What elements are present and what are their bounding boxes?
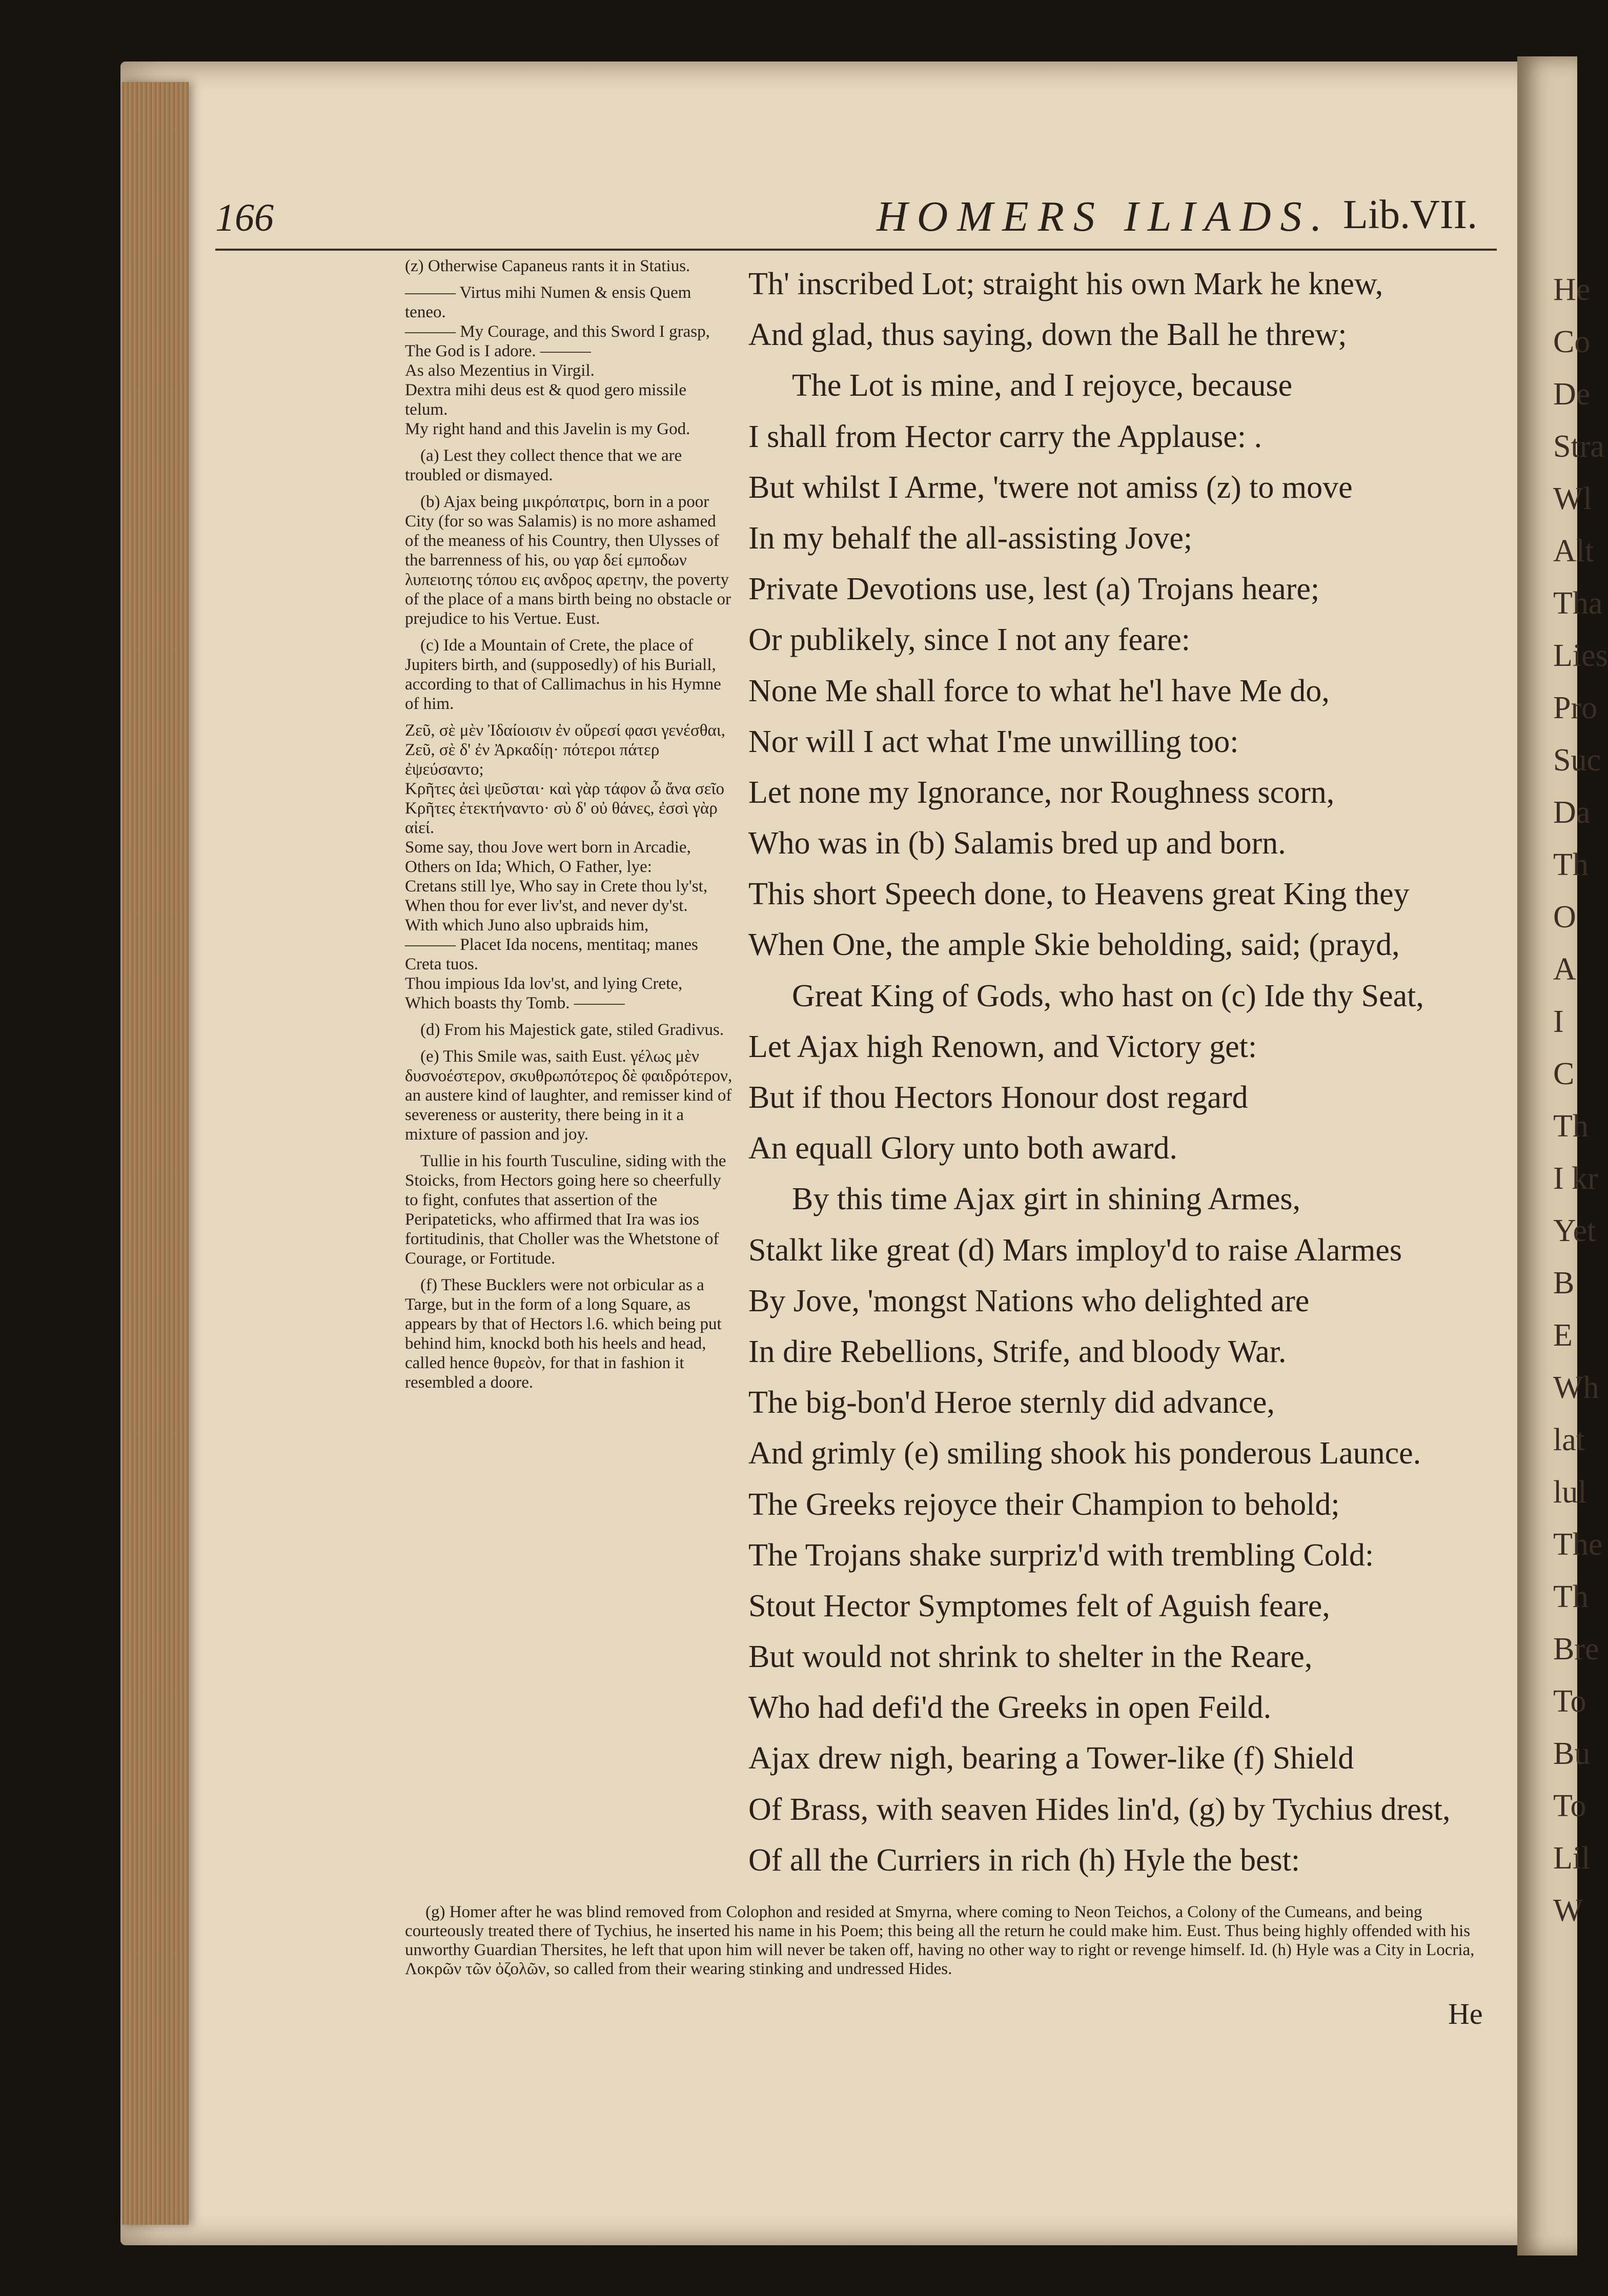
- opposite-page-fragment: Lies: [1553, 638, 1608, 673]
- opposite-page-fragment: I kr: [1553, 1161, 1598, 1196]
- opposite-page-fragment: The: [1553, 1527, 1603, 1562]
- verse-line: But whilst I Arme, 'twere not amiss (z) to move: [748, 470, 1353, 505]
- opposite-page-fragment: Th: [1553, 847, 1589, 882]
- gloss-note: Tullie in his fourth Tusculine, siding with the Stoicks, from Hectors going here so cheerfully to fight, confutes that assertion of the Peripateticks, who affirmed that Ira was ios fortitudinis, that Choller was the Whetstone of Courage, or Fortitude.: [405, 1152, 726, 1268]
- opposite-page-fragment: Stra: [1553, 429, 1604, 464]
- verse-line: When One, the ample Skie beholding, said; (prayd,: [748, 927, 1400, 963]
- verse-line: The Lot is mine, and I rejoyce, because: [792, 368, 1293, 403]
- verse-line: Ajax drew nigh, bearing a Tower-like (f) Shield: [748, 1741, 1354, 1776]
- opposite-page-fragment: E: [1553, 1318, 1573, 1353]
- opposite-page-fragment: Th: [1553, 1109, 1589, 1144]
- verse-line: In my behalf the all-assisting Jove;: [748, 520, 1193, 556]
- page-fore-edge: [122, 82, 189, 2225]
- opposite-page-fragment: C: [1553, 1056, 1575, 1091]
- verse-line: By this time Ajax girt in shining Armes,: [792, 1182, 1300, 1217]
- marginal-gloss: [405, 256, 733, 1897]
- verse-line: Who was in (b) Salamis bred up and born.: [748, 826, 1286, 861]
- opposite-page-fragment: A: [1553, 952, 1576, 987]
- opposite-page-fragment: lat: [1553, 1423, 1585, 1457]
- gloss-note: (z) Otherwise Capaneus rants it in Statius.: [405, 257, 690, 275]
- opposite-page-fragment: Wh: [1553, 1370, 1599, 1405]
- verse-line: Great King of Gods, who hast on (c) Ide thy Seat,: [792, 978, 1424, 1013]
- opposite-page-fragment: Bre: [1553, 1632, 1599, 1667]
- gloss-note: (f) These Bucklers were not orbicular as a Targe, but in the form of a long Square, as appears by that of Hectors l.6. which being put behind him, knockd both his heels and head, called hence θυρεὸν, for that in fashion it resembled a doore.: [405, 1276, 722, 1392]
- opposite-page-strip: [1517, 56, 1608, 2256]
- verse-line: Of all the Curriers in rich (h) Hyle the best:: [748, 1842, 1300, 1878]
- verse-line: The big-bon'd Heroe sternly did advance,: [748, 1385, 1275, 1420]
- page-number: 166: [215, 196, 274, 239]
- gloss-note: (a) Lest they collect thence that we are troubled or dismayed.: [405, 446, 682, 484]
- opposite-page-fragment: Yet: [1553, 1213, 1596, 1248]
- verse-line: Who had defi'd the Greeks in open Feild.: [748, 1690, 1272, 1725]
- verse-line: By Jove, 'mongst Nations who delighted are: [748, 1283, 1310, 1318]
- verse-line: Stalkt like great (d) Mars imploy'd to raise Alarmes: [748, 1232, 1402, 1268]
- verse-line: And glad, thus saying, down the Ball he threw;: [748, 317, 1347, 353]
- opposite-page-fragment: Co: [1553, 324, 1591, 359]
- gloss-note: (e) This Smile was, saith Eust. γέλως μὲν δυσνοέστερον, σκυθρωπότερος δὲ φαιδρότερον, an austere kind of laughter, and remisser kind of severeness or austerity, there being in it a mixture of passion and joy.: [405, 1047, 732, 1144]
- opposite-page-fragment: Tha: [1553, 586, 1603, 621]
- opposite-page-fragment: Da: [1553, 795, 1591, 830]
- verse-line: This short Speech done, to Heavens great King they: [748, 877, 1410, 912]
- verse-line: And grimly (e) smiling shook his ponderous Launce.: [748, 1436, 1421, 1471]
- verse-line: None Me shall force to what he'l have Me do,: [748, 673, 1330, 708]
- verse-line: An equall Glory unto both award.: [748, 1131, 1177, 1166]
- opposite-page-fragment: W: [1553, 1893, 1583, 1928]
- opposite-page-fragment: Th: [1553, 1579, 1589, 1614]
- opposite-page-fragment: Alt: [1553, 534, 1594, 568]
- gloss-note: ——— Virtus mihi Numen & ensis Quem teneo. ——— My Courage, and this Sword I grasp, The God is I adore. ——— As also Mezentius in Virgil. Dextra mihi deus est & quod gero missile telum. My right hand and this Javelin is my God.: [405, 283, 710, 438]
- verse-line: The Greeks rejoyce their Champion to behold;: [748, 1487, 1340, 1522]
- gloss-note: Ζεῦ, σὲ μὲν Ἰδαίοισιν ἐν οὔρεσί φασι γενέσθαι, Ζεῦ, σὲ δ' ἐν Ἀρκαδίῃ· πότεροι πάτερ ἐψεύσαντο; Κρῆτες ἀεὶ ψεῦσται· καὶ γὰρ τάφον ὦ ἄνα σεῖο Κρῆτες ἐτεκτήναντο· σὺ δ' οὐ θάνες, ἐσσὶ γὰρ αἰεί. Some say, thou Jove wert born in Arcadie, Others on Ida; Which, O Father, lye: Cretans still lye, Who say in Crete thou ly'st, When thou for ever liv'st, and never dy'st. With which Juno also upbraids him, ——— Placet Ida nocens, mentitaq; manes Creta tuos. Thou impious Ida lov'st, and lying Crete, Which boasts thy Tomb. ———: [405, 721, 725, 1012]
- verse-line: Th' inscribed Lot; straight his own Mark he knew,: [748, 267, 1383, 301]
- opposite-page-fragment: O: [1553, 900, 1576, 934]
- gloss-note: (d) From his Majestick gate, stiled Gradivus.: [420, 1021, 724, 1039]
- verse-line: Let Ajax high Renown, and Victory get:: [748, 1029, 1257, 1064]
- running-title: HOMERS ILIADS.: [877, 193, 1331, 240]
- header-rule: [215, 249, 1497, 251]
- page-footnote: (g) Homer after he was blind removed from Colophon and resided at Smyrna, where coming to Neon Teichos, a Colony of the Cumeans, and being courteously treated there of Tychius, he inserted his name in his Poem; this being all the return he could make him. Eust. Thus being highly offended with his unworthy Guardian Thersites, he left that upon him will never be taken off, having no other way to right or revenge himself. Id. (h) Hyle was a City in Locria, Λοκρῶν τῶν ὀζολῶν, so called from their wearing stinking and undressed Hides.: [405, 1903, 1475, 1978]
- verse-line: Stout Hector Symptomes felt of Aguish feare,: [748, 1588, 1330, 1623]
- verse-line: Of Brass, with seaven Hides lin'd, (g) by Tychius drest,: [748, 1792, 1451, 1827]
- verse-line: Nor will I act what I'me unwilling too:: [748, 724, 1239, 759]
- opposite-page-fragment: Wl: [1553, 481, 1592, 516]
- opposite-page-fragment: Pro: [1553, 690, 1598, 725]
- opposite-page-fragment: De: [1553, 377, 1591, 412]
- page-header: [215, 191, 1507, 252]
- opposite-page-fragment: I: [1553, 1004, 1564, 1039]
- catchword: He: [1448, 1997, 1483, 2030]
- verse-line: The Trojans shake surpriz'd with trembling Cold:: [748, 1537, 1374, 1573]
- opposite-page-fragment: To: [1553, 1789, 1586, 1823]
- opposite-page-fragment: Lil: [1553, 1841, 1591, 1876]
- verse-line: I shall from Hector carry the Applause: .: [748, 419, 1262, 454]
- book-reference: Lib.VII.: [1343, 192, 1478, 237]
- verse-line: But if thou Hectors Honour dost regard: [748, 1080, 1248, 1115]
- opposite-page-fragment: Bu: [1553, 1736, 1591, 1771]
- verse-line: Private Devotions use, lest (a) Trojans heare;: [748, 572, 1320, 607]
- opposite-page-fragment: He: [1553, 272, 1591, 307]
- opposite-page-fragment: Suc: [1553, 743, 1601, 778]
- gloss-note: (b) Ajax being μικρόπατρις, born in a poor City (for so was Salamis) is no more ashamed of the meaness of his Country, then Ulysses of the barrenness of his, ου γαρ δεί εμποδων λυπειοτης τόπου εις ανδρος αρετην, the poverty of the place of a mans birth being no obstacle or prejudice to his Vertue. Eust.: [405, 493, 731, 628]
- gloss-note: (c) Ide a Mountain of Crete, the place of Jupiters birth, and (supposedly) of his Buriall, according to that of Callimachus in his Hymne of him.: [405, 636, 721, 713]
- verse-line: Or publikely, since I not any feare:: [748, 622, 1190, 658]
- opposite-page-fragment: B: [1553, 1266, 1575, 1301]
- opposite-page-fragment: lul: [1553, 1475, 1587, 1510]
- verse-line: In dire Rebellions, Strife, and bloody War.: [748, 1334, 1287, 1369]
- verse-line: But would not shrink to shelter in the Reare,: [748, 1639, 1313, 1675]
- opposite-page-fragment: To: [1553, 1684, 1586, 1719]
- verse-column: [748, 259, 1507, 1886]
- verse-line: Let none my Ignorance, nor Roughness scorn,: [748, 775, 1335, 810]
